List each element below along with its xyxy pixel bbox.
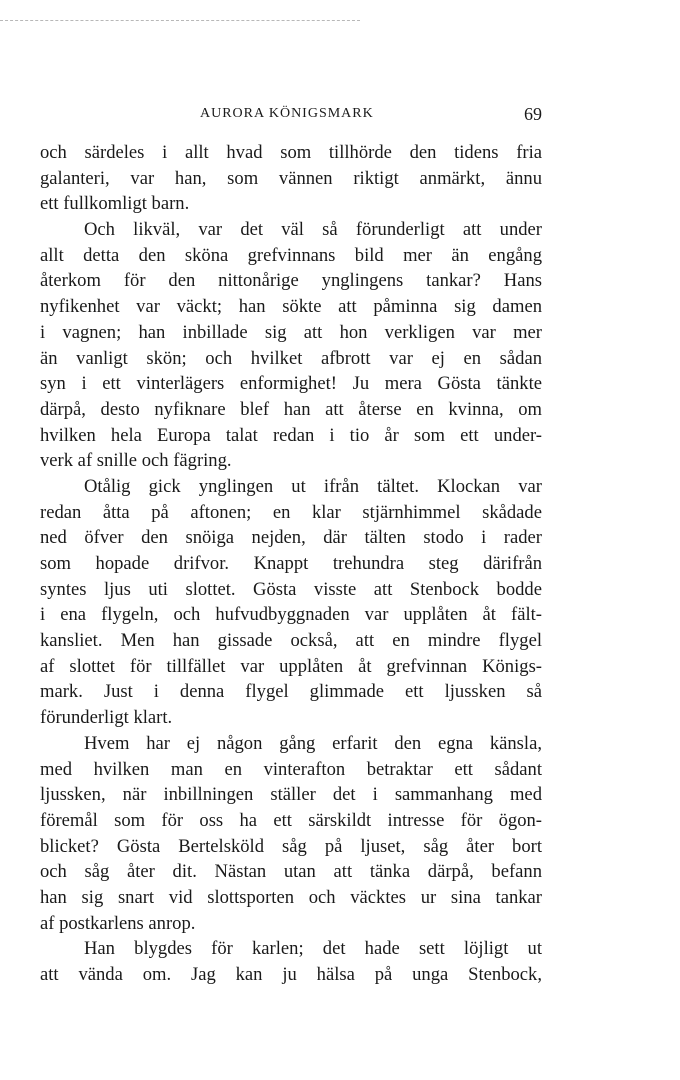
text-line: i ena flygeln, och hufvudbyggnaden var upplåten åt fält- [40, 604, 542, 626]
text-line: Och likväl, var det väl så förunderligt att under [84, 219, 542, 241]
text-line: blicket? Gösta Bertelsköld såg på ljuset, såg åter bort [40, 835, 542, 857]
text-line: och såg åter dit. Nästan utan att tänka därpå, befann [40, 861, 542, 883]
text-line: nyfikenhet var väckt; han sökte att påminna sig damen [40, 296, 542, 318]
text-line: af postkarlens anrop. [40, 912, 196, 934]
running-title: AURORA KÖNIGSMARK [200, 106, 374, 121]
text-line: återkom för den nittonårige ynglingens tankar? Hans [40, 270, 542, 292]
text-line: att vända om. Jag kan ju hälsa på unga Stenbock, [40, 964, 542, 985]
text-line: Hvem har ej någon gång erfarit den egna känsla, [84, 732, 542, 754]
body-text [40, 140, 542, 988]
text-line: mark. Just i denna flygel glimmade ett ljussken så [40, 681, 542, 703]
text-line: redan åtta på aftonen; en klar stjärnhimmel skådade [40, 501, 542, 523]
page-number: 69 [524, 104, 542, 124]
text-line: verk af snille och fägring. [40, 450, 232, 472]
text-line: och särdeles i allt hvad som tillhörde den tidens fria [40, 142, 542, 163]
text-line: som hopade drifvor. Knappt trehundra steg därifrån [40, 553, 542, 574]
text-line: än vanligt skön; och hvilket afbrott var ej en sådan [40, 347, 542, 369]
text-line: syntes ljus uti slottet. Gösta visste att Stenbock bodde [40, 578, 542, 600]
text-line: hvilken hela Europa talat redan i tio år som ett under- [40, 424, 542, 446]
text-line: af slottet för tillfället var upplåten åt grefvinnan Königs- [40, 655, 542, 677]
scan-edge-mark [0, 20, 360, 21]
text-line: förunderligt klart. [40, 707, 173, 729]
text-line: allt detta den sköna grefvinnans bild mer än engång [40, 244, 542, 266]
text-line: Han blygdes för karlen; det hade sett löjligt ut [84, 938, 542, 960]
text-line: ett fullkomligt barn. [40, 193, 190, 215]
text-line: ned öfver den snöiga nejden, där tälten stodo i rader [40, 527, 542, 549]
text-line: Otålig gick ynglingen ut ifrån tältet. Klockan var [84, 475, 542, 497]
text-line: galanteri, var han, som vännen riktigt anmärkt, ännu [40, 167, 542, 189]
text-line: kansliet. Men han gissade också, att en mindre flygel [40, 630, 542, 652]
text-line: föremål som för oss ha ett särskildt intresse för ögon- [40, 809, 542, 831]
text-line: ljussken, när inbillningen ställer det i sammanhang med [40, 784, 542, 806]
text-line: han sig snart vid slottsporten och väcktes ur sina tankar [40, 886, 542, 908]
text-line: därpå, desto nyfiknare blef han att återse en kvinna, om [40, 398, 542, 420]
text-line: syn i ett vinterlägers enformighet! Ju mera Gösta tänkte [40, 373, 542, 395]
page-header [40, 104, 542, 128]
text-line: i vagnen; han inbillade sig att hon verkligen var mer [40, 321, 542, 343]
text-line: med hvilken man en vinterafton betraktar ett sådant [40, 758, 542, 780]
